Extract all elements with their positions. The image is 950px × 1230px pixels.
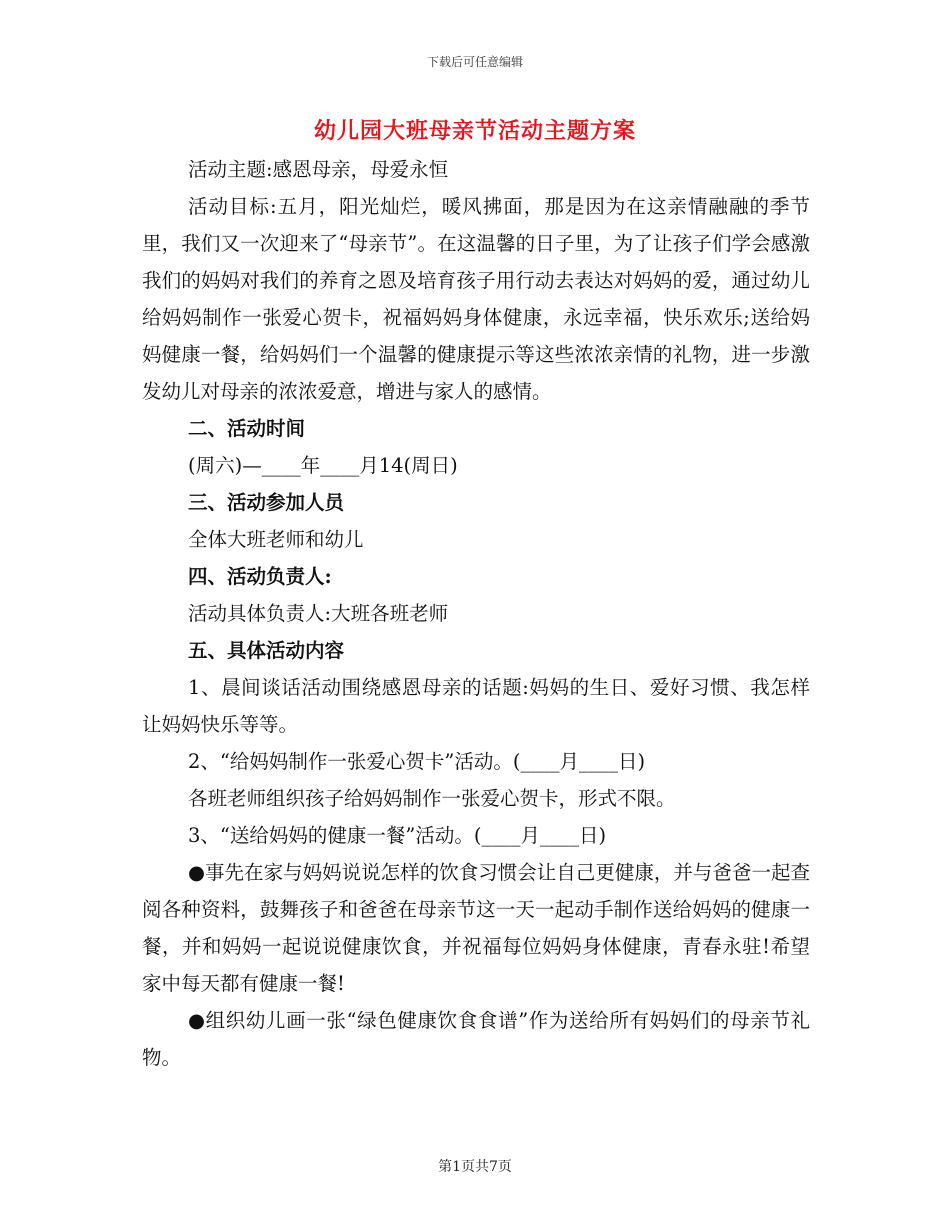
activity-theme: 活动主题:感恩母亲，母爱永恒: [188, 158, 449, 181]
activity-responsible: 活动具体负责人:大班各班老师: [188, 602, 449, 625]
content-item-1: 1、晨间谈话活动围绕感恩母亲的话题:妈妈的生日、爱好习惯、我怎样让妈妈快乐等等。: [142, 676, 810, 736]
content-item-3: 3、“送给妈妈的健康一餐”活动。(____月____日): [188, 824, 607, 847]
content-item-2: 2、“给妈妈制作一张爱心贺卡”活动。(____月____日): [188, 750, 646, 773]
content-item-3-bullet-2: ●组织幼儿画一张“绿色健康饮食食谱”作为送给所有妈妈们的母亲节礼物。: [142, 1009, 810, 1069]
activity-goal: 活动目标:五月，阳光灿烂，暖风拂面，那是因为在这亲情融融的季节里，我们又一次迎来了“母亲节”。在这温馨的日子里，为了让孩子们学会感激我们的妈妈对我们的养育之恩及培育孩子用行动去表达对妈妈的爱，通过幼儿给妈妈制作一张爱心贺卡，祝福妈妈身体健康，永远幸福，快乐欢乐;送给妈妈健康一餐，给妈妈们一个温馨的健康提示等这些浓浓亲情的礼物，进一步激发幼儿对母亲的浓浓爱意，增进与家人的感情。: [142, 195, 810, 403]
document-title: 幼儿园大班母亲节活动主题方案: [313, 118, 636, 144]
activity-participants: 全体大班老师和幼儿: [188, 528, 364, 551]
section-heading-responsible: 四、活动负责人:: [188, 565, 332, 588]
content-item-2-detail: 各班老师组织孩子给妈妈制作一张爱心贺卡，形式不限。: [188, 787, 676, 810]
content-item-3-bullet-1: ●事先在家与妈妈说说怎样的饮食习惯会让自己更健康，并与爸爸一起查阅各种资料，鼓舞孩子和爸爸在母亲节这一天一起动手制作送给妈妈的健康一餐，并和妈妈一起说说健康饮食，并祝福每位妈妈身体健康，青春永驻!希望家中每天都有健康一餐!: [142, 861, 810, 995]
section-heading-participants: 三、活动参加人员: [188, 491, 345, 514]
section-heading-content: 五、具体活动内容: [188, 639, 345, 662]
section-heading-time: 二、活动时间: [188, 417, 306, 440]
document-body: [142, 151, 810, 1076]
page-indicator: 第1页共7页: [438, 1159, 512, 1175]
activity-time: (周六)—____年____月14(周日): [188, 454, 458, 477]
header-note: 下载后可任意编辑: [426, 55, 523, 69]
